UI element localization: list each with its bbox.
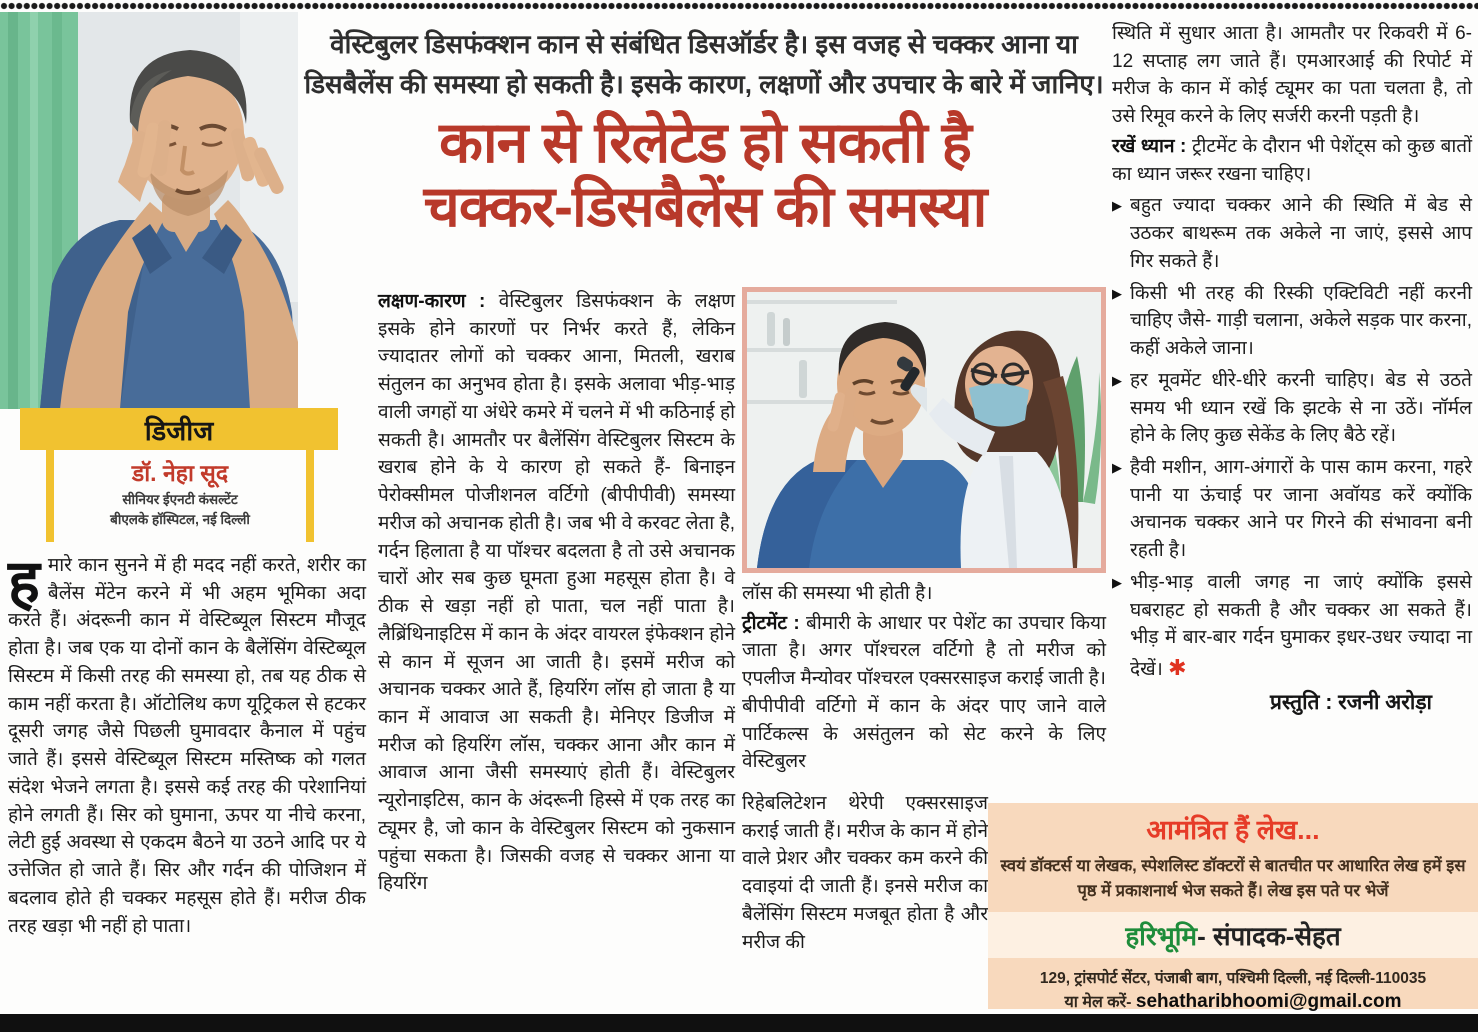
bullet-arrow-icon: ▶ — [1112, 460, 1122, 476]
invite-address: 129, ट्रांसपोर्ट सेंटर, पंजाबी बाग, पश्चिमी दिल्ली, नई दिल्ली-110035 — [1039, 969, 1427, 987]
decorative-dotted-border — [0, 0, 1478, 12]
invite-email-line — [1065, 990, 1402, 1013]
banner-left-leg — [46, 450, 54, 542]
care-bullet-3 — [1112, 367, 1472, 450]
headline-line-2: चक्कर-डिसबैलेंस की समस्या — [423, 174, 987, 239]
care-paragraph — [1112, 133, 1472, 188]
treatment-text-continued: रिहेबलिटेशन थेरेपी एक्सरसाइज कराई जाती हैं। मरीज के कान में होने वाले प्रेशर और चक्कर कम करने की दवाइयां दी जाती हैं। इनसे मरीज का बैलेंसिंग सिस्टम मजबूत होता है और मरीज की — [742, 793, 988, 953]
invite-brand-band — [988, 912, 1478, 958]
column-3-intro: लॉस की समस्या भी होती है। — [742, 583, 933, 604]
bullet-arrow-icon: ▶ — [1112, 198, 1122, 214]
email-prefix: या मेल करें- — [1064, 993, 1132, 1011]
treatment-lead: ट्रीटमेंट : — [742, 612, 800, 634]
care-text: ट्रीटमेंट के दौरान भी पेशेंट्स को कुछ बातों का ध्यान जरूर रखना चाहिए। — [1112, 135, 1472, 185]
bottom-rule-bar — [0, 1014, 1478, 1032]
bullet-arrow-icon: ▶ — [1112, 372, 1122, 388]
recovery-paragraph: स्थिति में सुधार आता है। आमतौर पर रिकवरी में 6-12 सप्ताह लग जाते हैं। एमआरआई की रिपोर्ट में मरीज के कान में कोई ट्यूमर का पता चलता है, तो उसे रिमूव करने के लिए सर्जरी करनी पड़ती है। — [1112, 23, 1472, 128]
column-2-text: वेस्टिबुलर डिसफंक्शन के लक्षण इसके होने कारणों पर निर्भर करते हैं, लेकिन ज्यादातर लोगों को चक्कर आना, मितली, खराब संतुलन का अनुभव होता है। इसके अलावा भीड़-भाड़ वाली जगहों या अंधेरे कमरे में चलने में भी कठिनाई हो सकती है। आमतौर पर बैलेंसिंग वेस्टिबुलर सिस्टम के खराब होने के ये कारण हो सकते हैं- बिनाइन पेरोक्सीमल पोजीशनल वर्टिगो (बीपीपीवी) समस्या मरीज को अचानक होती है। जब भी वे करवट लेता है, गर्दन हिलाता है या पॉश्चर बदलता है तो उसे अचानक चारों ओर सब कुछ घूमता हुआ महसूस होता है। वे ठीक से खड़ा नहीं हो पाता, चल नहीं पाता है। लैब्रिंथिनाइटिस में कान के अंदर वायरल इंफेक्शन होने से कान में सूजन आ जाती है। इसमें मरीज को अचानक चक्कर आते हैं, हियरिंग लॉस हो जाता है या कान में आवाज आ सकती है। मेनिएर डिजीज में मरीज को हियरिंग लॉस, चक्कर आना और कान में आवाज आना जैसी समस्याएं होती हैं। वेस्टिबुलर न्यूरोनाइटिस, कान के अंदरूनी हिस्से में एक तरह का ट्यूमर है, जो कान के वेस्टिबुलर सिस्टम को नुकसान पहुंचा सकता है। जिसकी वजह से चक्कर आना या हियरिंग — [378, 291, 736, 895]
doctor-hospital: बीएलके हॉस्पिटल, नई दिल्ली — [110, 511, 250, 527]
section-banner — [20, 408, 338, 450]
bullet-text: हैवी मशीन, आग-अंगारों के पास काम करना, गहरे पानी या ऊंचाई पर जाना अवॉयड करें क्योंकि अचानक चक्कर आने पर गिरने की संभावना बनी रहती है। — [1130, 457, 1472, 562]
invite-box-title: आमंत्रित हैं लेख... — [1146, 815, 1320, 845]
treatment-text: बीमारी के आधार पर पेशेंट का उपचार किया जाता है। अगर पॉश्चरल वर्टिगो है तो मरीज को एपलीज मैन्योवर पॉश्चरल एक्सरसाइज कराई जाती है। बीपीपीवी वर्टिगो में कान के अंदर पाए जाने वाले पार्टिकल्स के असंतुलन को सेट करने के लिए वेस्टिबुलर — [742, 612, 1107, 773]
care-bullet-1 — [1112, 192, 1472, 275]
ear-exam-illustration — [747, 292, 1101, 568]
bullet-text-last: भीड़-भाड़ वाली जगह ना जाएं क्योंकि इससे घबराहट हो सकती है और चक्कर आ सकते हैं। भीड़ में बार-बार गर्दन घुमाकर इधर-उधर ज्यादा ना देखें। — [1130, 571, 1472, 681]
body-column-2 — [378, 288, 735, 898]
doctor-name: डॉ. नेहा सूद — [131, 460, 229, 486]
section-label: डिजीज — [144, 415, 214, 446]
brand-suffix: - संपादक-सेहत — [1197, 920, 1341, 951]
banner-right-leg — [306, 450, 314, 542]
headline-line-1: कान से रिलेटेड हो सकती है — [439, 111, 971, 175]
bullet-text — [1130, 569, 1472, 684]
asterisk-icon: ✱ — [1168, 655, 1187, 681]
bullet-text: बहुत ज्यादा चक्कर आने की स्थिति में बेड से उठकर बाथरूम तक अकेले ना जाएं, इससे आप गिर सकते हैं। — [1130, 195, 1472, 272]
contact-email: sehatharibhoomi@gmail.com — [1135, 990, 1402, 1012]
headache-man-illustration — [0, 12, 298, 409]
doctor-credentials — [60, 490, 300, 529]
invite-articles-box — [988, 803, 1478, 1012]
care-bullet-5 — [1112, 569, 1472, 684]
article-standfirst: वेस्टिबुलर डिसफंक्शन कान से संबंधित डिसऑर्डर है। इस वजह से चक्कर आना या डिसबैलेंस की समस्या हो सकती है। इसके कारण, लक्षणों और उपचार के बारे में जानिए। — [304, 29, 1104, 100]
headache-man-photo — [0, 12, 298, 409]
doctor-title: सीनियर ईएनटी कंसल्टेंट — [122, 492, 238, 507]
ear-examination-photo — [742, 287, 1106, 573]
drop-cap: ह — [8, 548, 40, 615]
byline: प्रस्तुति : रजनी अरोड़ा — [1269, 691, 1432, 715]
body-column-4 — [1112, 20, 1472, 719]
column-1-text: मारे कान सुनने में ही मदद नहीं करते, शरीर का बैलेंस मेंटेन करने में भी अहम भूमिका अदा करते हैं। अंदरूनी कान में वेस्टिब्यूल सिस्टम मौजूद होता है। जब एक या दोनों कान के बैलेंसिंग वेस्टिब्यूल सिस्टम में किसी तरह की समस्या हो, तब यह ठीक से काम नहीं करता है। ऑटोलिथ कण यूट्रिकल से हटकर दूसरी जगह जैसे पिछली घुमावदार कैनाल में पहुंच जाते हैं। इससे वेस्टिब्यूल सिस्टम मस्तिष्क को गलत संदेश भेजने लगता है। इससे कई तरह की परेशानियां होने लगती हैं। सिर को घुमाना, ऊपर या नीचे करना, लेटी हुई अवस्था से एकदम बैठने या उठने आदि पर ये उत्तेजित हो जाते हैं। सिर और गर्दन की पोजिशन में बदलाव होते ही चक्कर महसूस होते हैं। मरीज ठीक तरह खड़ा भी नहीं हो पाता। — [8, 555, 366, 937]
body-column-3 — [742, 580, 1106, 778]
body-column-3-narrow — [742, 790, 988, 956]
care-bullet-2 — [1112, 280, 1472, 363]
symptoms-causes-lead: लक्षण-कारण : — [378, 291, 486, 312]
invite-box-body: स्वयं डॉक्टर्स या लेखक, स्पेशलिस्ट डॉक्टरों से बातचीत पर आधारित लेख हमें इस पृष्ठ में प्रकाशनार्थ भेज सकते हैं। लेख इस पते पर भेजें — [1000, 857, 1466, 900]
bullet-text: हर मूवमेंट धीरे-धीरे करनी चाहिए। बेड से उठते समय भी ध्यान रखें कि झटके से ना उठें। नॉर्मल होने के लिए कुछ सेकेंड के लिए बैठे रहें। — [1130, 369, 1472, 447]
care-lead: रखें ध्यान : — [1112, 135, 1187, 157]
care-bullet-4 — [1112, 454, 1472, 565]
article-headline — [295, 112, 1115, 240]
bullet-arrow-icon: ▶ — [1112, 574, 1122, 590]
body-column-1 — [8, 548, 366, 940]
bullet-arrow-icon: ▶ — [1112, 285, 1122, 301]
bullet-text: किसी भी तरह की रिस्की एक्टिविटी नहीं करनी चाहिए जैसे- गाड़ी चलाना, अकेले सड़क पार करना, कहीं अकेले जाना। — [1130, 282, 1472, 360]
treatment-paragraph — [742, 610, 1106, 776]
haribhoomi-brand-logo: हरिभूमि — [1125, 920, 1198, 951]
